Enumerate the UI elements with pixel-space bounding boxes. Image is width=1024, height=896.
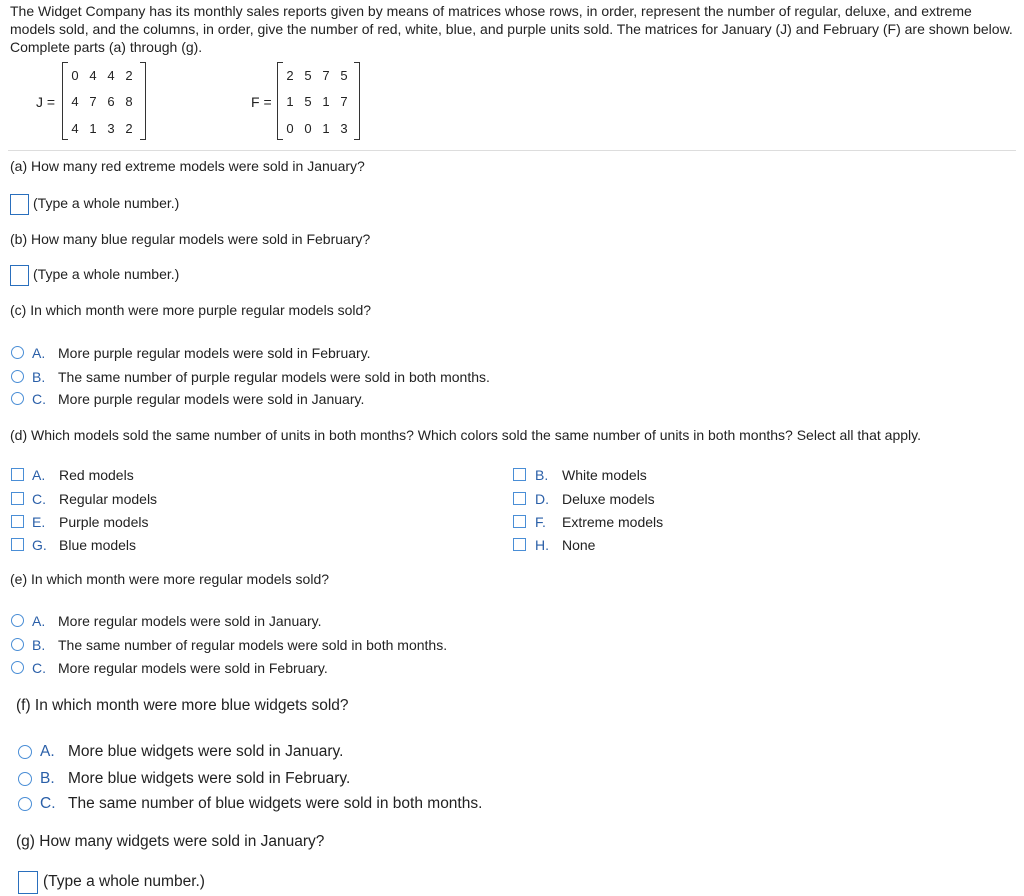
matrix-cell: 0 (71, 68, 79, 83)
part-a-question: (a) How many red extreme models were sold in January? (10, 158, 365, 174)
matrix-cell: 7 (322, 68, 330, 83)
matrix-cell: 7 (340, 94, 348, 109)
option-letter: B. (32, 637, 46, 653)
radio-button[interactable] (11, 638, 24, 651)
option-letter: A. (32, 613, 46, 629)
matrix-cell: 1 (286, 94, 294, 109)
option-text: The same number of regular models were sold in both months. (58, 637, 448, 653)
matrix-cell: 4 (89, 68, 97, 83)
part-b-hint: (Type a whole number.) (33, 266, 180, 282)
part-g-answer-input[interactable] (18, 871, 38, 894)
part-a-answer-input[interactable] (10, 194, 29, 215)
part-g-question: (g) How many widgets were sold in January? (16, 833, 325, 850)
option-text: Regular models (59, 491, 158, 507)
option-letter: C. (32, 391, 46, 407)
option-text: Extreme models (562, 514, 664, 530)
matrix-cell: 7 (89, 94, 97, 109)
checkbox[interactable] (513, 468, 526, 481)
option-letter: C. (32, 660, 46, 676)
part-d-question: (d) Which models sold the same number of units in both months? Which colors sold the same number of units in both months? Select all that apply. (10, 427, 921, 443)
option-text: Blue models (59, 537, 137, 553)
radio-button[interactable] (11, 370, 24, 383)
matrix-cell: 8 (125, 94, 133, 109)
matrix-cell: 2 (125, 68, 133, 83)
part-b-answer-input[interactable] (10, 265, 29, 286)
radio-button[interactable] (11, 661, 24, 674)
option-text: White models (562, 467, 647, 483)
checkbox[interactable] (513, 492, 526, 505)
option-text: More regular models were sold in February. (58, 660, 328, 676)
option-text: The same number of blue widgets were sold in both months. (68, 795, 483, 812)
matrix-j-right-bracket (140, 62, 146, 140)
option-letter: D. (535, 491, 549, 507)
radio-button[interactable] (18, 772, 32, 786)
matrix-cell: 3 (340, 121, 348, 136)
option-letter: H. (535, 537, 549, 553)
matrix-cell: 1 (322, 94, 330, 109)
part-f-question: (f) In which month were more blue widgets sold? (16, 697, 349, 714)
option-letter: C. (40, 795, 56, 812)
matrix-cell: 3 (107, 121, 115, 136)
checkbox[interactable] (11, 492, 24, 505)
matrix-cell: 1 (89, 121, 97, 136)
checkbox[interactable] (11, 468, 24, 481)
checkbox[interactable] (513, 515, 526, 528)
option-text: None (562, 537, 596, 553)
part-c-question: (c) In which month were more purple regular models sold? (10, 302, 372, 318)
part-e-question: (e) In which month were more regular models sold? (10, 571, 330, 587)
matrix-f-label: F = (251, 94, 272, 110)
matrix-cell: 2 (286, 68, 294, 83)
part-b-question: (b) How many blue regular models were sold in February? (10, 231, 371, 247)
option-text: More purple regular models were sold in January. (58, 391, 365, 407)
checkbox[interactable] (11, 515, 24, 528)
matrix-cell: 4 (71, 94, 79, 109)
matrix-cell: 4 (71, 121, 79, 136)
option-text: More blue widgets were sold in January. (68, 743, 344, 760)
option-letter: A. (32, 467, 46, 483)
radio-button[interactable] (11, 346, 24, 359)
problem-statement: The Widget Company has its monthly sales reports given by means of matrices whose rows, in order, represent the number of regular, deluxe, and extreme models sold, and the columns, in order, give the number of red, white, blue, and purple units sold. The matrices for January (J) and February (F) are shown below. Complete parts (a) through (g). (10, 3, 1013, 55)
matrix-j-label: J = (36, 94, 56, 110)
matrix-cell: 5 (304, 94, 312, 109)
option-letter: A. (40, 743, 55, 760)
option-letter: B. (40, 770, 55, 787)
part-a-hint: (Type a whole number.) (33, 195, 180, 211)
section-divider (8, 150, 1016, 151)
option-text: More purple regular models were sold in February. (58, 345, 371, 361)
matrix-cell: 1 (322, 121, 330, 136)
matrix-cell: 2 (125, 121, 133, 136)
matrix-cell: 0 (286, 121, 294, 136)
matrix-cell: 6 (107, 94, 115, 109)
option-letter: B. (32, 369, 46, 385)
matrix-f-right-bracket (354, 62, 360, 140)
matrix-cell: 5 (340, 68, 348, 83)
radio-button[interactable] (11, 614, 24, 627)
option-letter: B. (535, 467, 549, 483)
option-letter: E. (32, 514, 46, 530)
option-text: More regular models were sold in January. (58, 613, 322, 629)
option-letter: G. (32, 537, 47, 553)
radio-button[interactable] (18, 745, 32, 759)
option-text: Purple models (59, 514, 149, 530)
matrix-cell: 4 (107, 68, 115, 83)
radio-button[interactable] (11, 392, 24, 405)
option-text: The same number of purple regular models were sold in both months. (58, 369, 490, 385)
part-g-hint: (Type a whole number.) (43, 873, 205, 890)
option-text: More blue widgets were sold in February. (68, 770, 351, 787)
option-letter: C. (32, 491, 46, 507)
option-letter: F. (535, 514, 546, 530)
matrix-cell: 5 (304, 68, 312, 83)
option-text: Deluxe models (562, 491, 655, 507)
checkbox[interactable] (11, 538, 24, 551)
option-text: Red models (59, 467, 134, 483)
radio-button[interactable] (18, 797, 32, 811)
matrix-cell: 0 (304, 121, 312, 136)
checkbox[interactable] (513, 538, 526, 551)
option-letter: A. (32, 345, 46, 361)
